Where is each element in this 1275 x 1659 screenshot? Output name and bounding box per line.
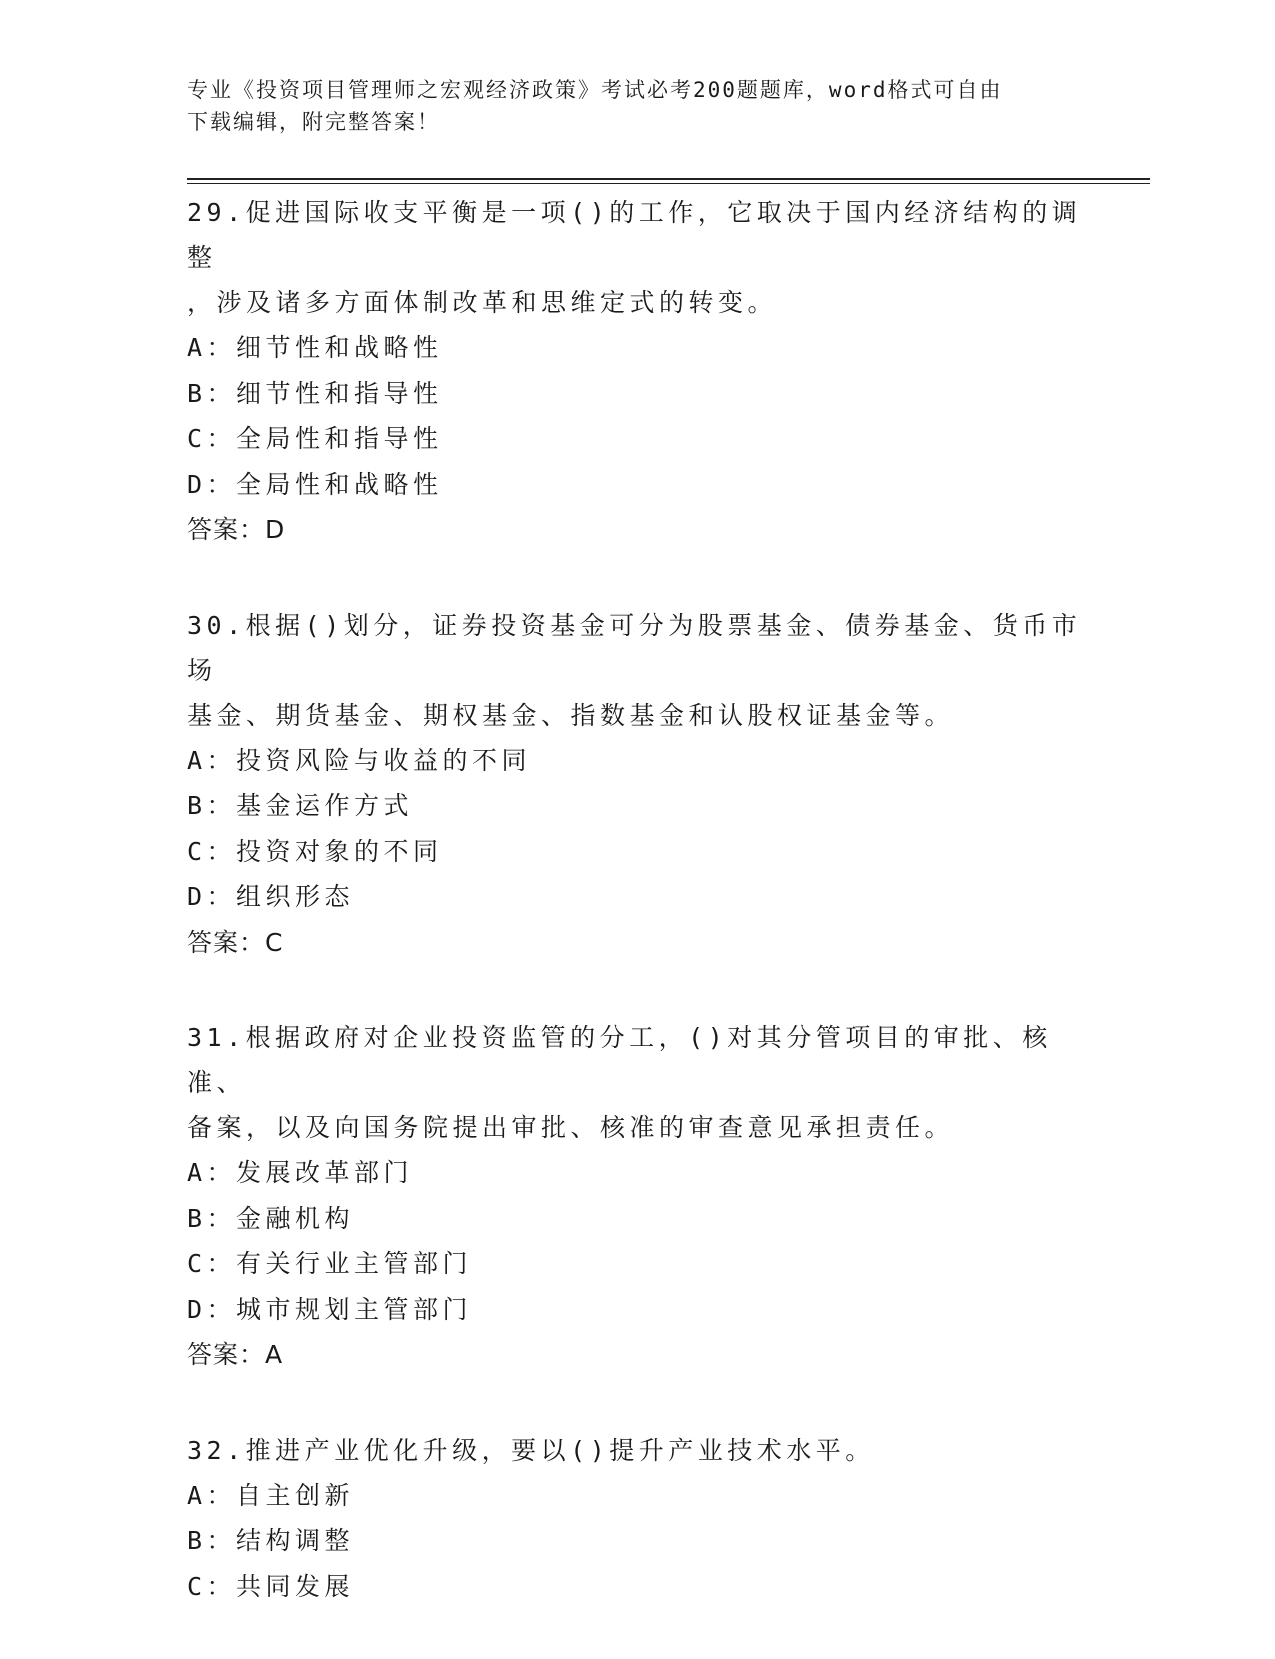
answer: 答案：C <box>187 927 284 957</box>
option-c: C：有关行业主管部门 <box>187 1249 473 1278</box>
header-line-1: 专业《投资项目管理师之宏观经济政策》考试必考200题题库，word格式可自由 <box>187 78 1003 102</box>
document-header <box>187 74 1067 138</box>
option-b: B：金融机构 <box>187 1203 355 1233</box>
option-b: B：细节性和指导性 <box>187 378 443 408</box>
header-line-2: 下载编辑，附完整答案！ <box>187 110 440 134</box>
option-d: D：全局性和战略性 <box>187 469 443 499</box>
question-text-line-1: 29.促进国际收支平衡是一项()的工作，它取决于国内经济结构的调整 <box>187 198 1082 272</box>
question-text-line-2: 基金、期货基金、期权基金、指数基金和认股权证基金等。 <box>187 700 955 730</box>
header-divider-thin <box>187 183 1150 184</box>
question-30 <box>187 603 1087 966</box>
question-list <box>187 190 1087 1659</box>
answer: 答案：A <box>187 1340 284 1369</box>
question-text-line-2: ，涉及诸多方面体制改革和思维定式的转变。 <box>187 288 778 317</box>
header-divider-thick <box>187 178 1150 180</box>
question-text-line-1: 32.推进产业优化升级，要以()提升产业技术水平。 <box>187 1435 875 1465</box>
option-a: A：投资风险与收益的不同 <box>187 745 532 775</box>
option-c: C：全局性和指导性 <box>187 424 443 453</box>
option-a: A：发展改革部门 <box>187 1158 414 1187</box>
question-text-line-1: 30.根据()划分，证券投资基金可分为股票基金、债券基金、货币市场 <box>187 610 1082 685</box>
question-31 <box>187 1015 1087 1378</box>
option-c: C：投资对象的不同 <box>187 836 443 866</box>
option-b: B：结构调整 <box>187 1526 355 1555</box>
question-29 <box>187 190 1087 553</box>
question-text-line-2: 备案，以及向国务院提出审批、核准的审查意见承担责任。 <box>187 1113 955 1142</box>
answer: 答案：D <box>187 515 286 544</box>
option-d: D：组织形态 <box>187 882 355 911</box>
option-d: D：城市规划主管部门 <box>187 1294 473 1324</box>
question-text-line-1: 31.根据政府对企业投资监管的分工，()对其分管项目的审批、核准、 <box>187 1023 1052 1097</box>
option-b: B：基金运作方式 <box>187 791 414 820</box>
option-c: C：共同发展 <box>187 1571 355 1601</box>
option-a: A：细节性和战略性 <box>187 333 443 362</box>
question-32 <box>187 1428 1087 1610</box>
option-a: A：自主创新 <box>187 1480 355 1510</box>
